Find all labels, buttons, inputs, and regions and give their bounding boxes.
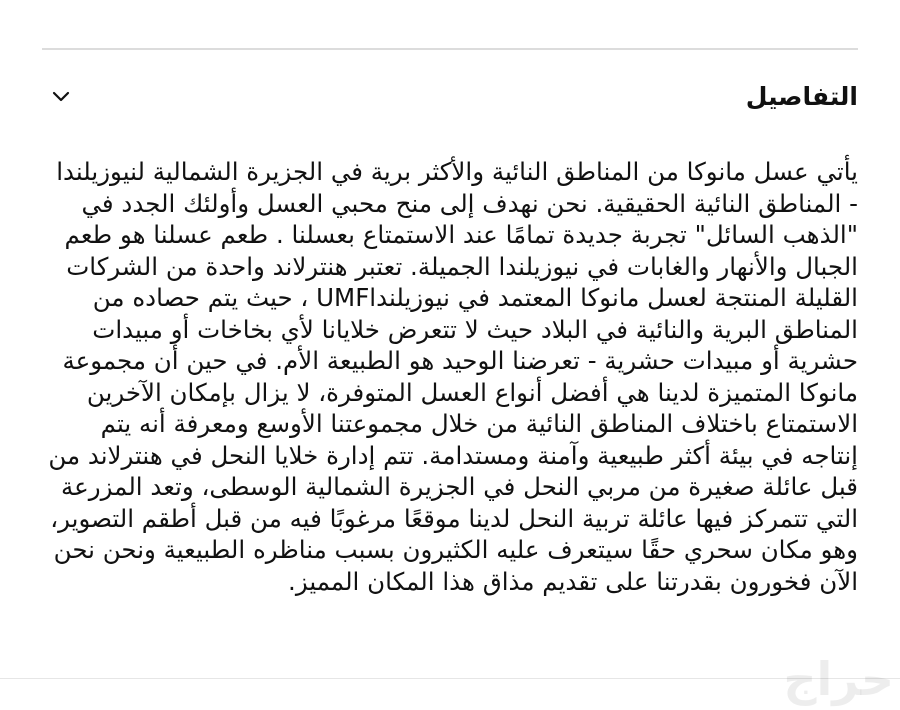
chevron-down-icon[interactable] — [50, 85, 72, 107]
details-title: التفاصيل — [745, 81, 858, 111]
bottom-divider — [0, 678, 900, 679]
haraj-watermark: حراج — [783, 652, 894, 706]
description-text: يأتي عسل مانوكا من المناطق النائية والأكثر برية في الجزيرة الشمالية لنيوزيلندا - المناطق النائية الحقيقية. نحن نهدف إلى منح محبي العسل وأولئك الجدد في "الذهب السائل" تجربة جديدة تمامًا عند الاستمتاع بعسلنا . طعم عسلنا هو طعم الجبال والأنهار والغابات في نيوزيلندا الجميلة. تعتبر هنترلاند واحدة من الشركات القليلة المنتجة لعسل مانوكا المعتمد في نيوزيلنداUMF ، حيث يتم حصاده من المناطق البرية والنائية في البلاد حيث لا تتعرض خلايانا لأي بخاخات أو مبيدات حشرية أو مبيدات حشرية - تعرضنا الوحيد هو الطبيعة الأم. في حين أن مجموعة مانوكا المتميزة لدينا هي أفضل أنواع العسل المتوفرة، لا يزال بإمكان الآخرين الاستمتاع باختلاف المناطق النائية من خلال مجموعتنا الأوسع ومعرفة أنه يتم إنتاجه في بيئة أكثر طبيعية وآمنة ومستدامة. تتم إدارة خلايا النحل في هنترلاند من قبل عائلة صغيرة من مربي النحل في الجزيرة الشمالية الوسطى، وتعد المزرعة التي تتمركز فيها عائلة تربية النحل لدينا موقعًا مرغوبًا فيه من قبل أطقم التصوير، وهو مكان سحري حقًا سيتعرف عليه الكثيرون بسبب مناظره الطبيعية ونحن نحن الآن فخورون بقدرتنا على تقديم مذاق هذا المكان المميز. — [48, 157, 858, 596]
product-description — [42, 156, 858, 597]
details-accordion-header[interactable] — [42, 72, 858, 120]
top-divider — [42, 48, 858, 50]
